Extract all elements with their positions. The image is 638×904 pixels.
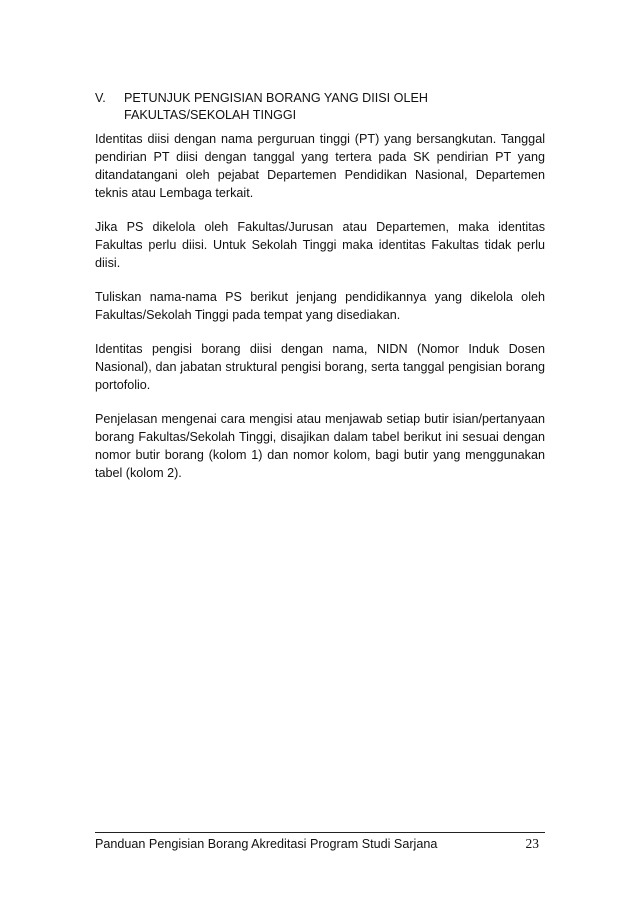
- page-footer: [95, 836, 545, 852]
- body-text: [95, 130, 545, 498]
- footer-title: Panduan Pengisian Borang Akreditasi Program Studi Sarjana: [95, 837, 438, 851]
- paragraph-identitas-fakultas: Jika PS dikelola oleh Fakultas/Jurusan atau Departemen, maka identitas Fakultas perlu diisi. Untuk Sekolah Tinggi maka identitas Fakultas tidak perlu diisi.: [95, 220, 545, 270]
- section-title-line-1: PETUNJUK PENGISIAN BORANG YANG DIISI OLEH: [124, 91, 428, 105]
- paragraph-penjelasan: Penjelasan mengenai cara mengisi atau menjawab setiap butir isian/pertanyaan borang Fakultas/Sekolah Tinggi, disajikan dalam tabel berikut ini sesuai dengan nomor butir borang (kolom 1) dan nomor kolom, bagi butir yang menggunakan tabel (kolom 2).: [95, 412, 545, 480]
- section-heading: [95, 90, 555, 124]
- section-number: V.: [95, 91, 106, 105]
- paragraph-nama-ps: Tuliskan nama-nama PS berikut jenjang pendidikannya yang dikelola oleh Fakultas/Sekolah Tinggi pada tempat yang disediakan.: [95, 290, 545, 322]
- paragraph-identitas-pt: Identitas diisi dengan nama perguruan tinggi (PT) yang bersangkutan. Tanggal pendirian PT diisi dengan tanggal yang tertera pada SK pendirian PT yang ditandatangani oleh pejabat Departemen Pendidikan Nasional, Departemen teknis atau Lembaga terkait.: [95, 132, 545, 200]
- paragraph-identitas-pengisi: Identitas pengisi borang diisi dengan nama, NIDN (Nomor Induk Dosen Nasional), dan jabatan struktural pengisi borang, serta tanggal pengisian borang portofolio.: [95, 342, 545, 392]
- footer-divider: [95, 832, 545, 833]
- page-number: 23: [525, 836, 539, 851]
- section-title-line-2: FAKULTAS/SEKOLAH TINGGI: [124, 108, 297, 122]
- section-title: [124, 90, 555, 124]
